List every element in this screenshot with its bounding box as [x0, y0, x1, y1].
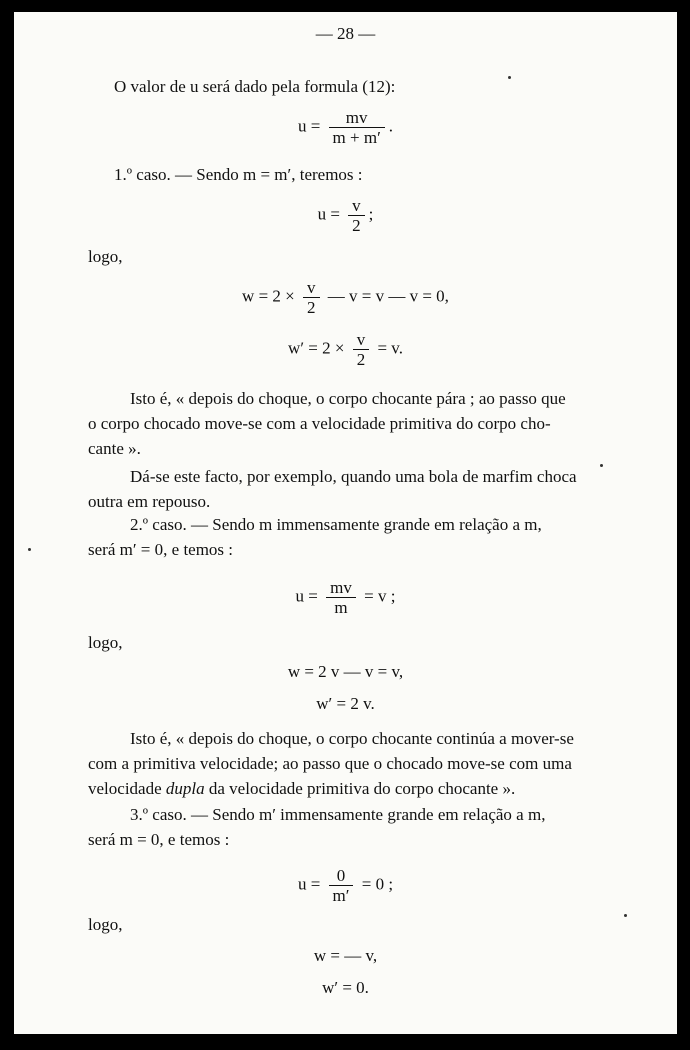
case3-equation-u: u = $\frac{0}{m'}$ = 0 ;	[297, 866, 394, 905]
case1-example: Dá-se este facto, por exemplo, quando uma bola de marfim choca outra em repouso.	[88, 467, 577, 511]
case2-equation-w: w = 2 v — v = v,	[287, 662, 404, 681]
case1-logo: logo,	[88, 247, 123, 266]
case2-equation-u: u = $\frac{mv}{m}$ = v ;	[295, 578, 396, 617]
case1-equation-u: u = $\frac{v}{2}$ ;	[317, 196, 374, 235]
case1-equation-w: w = 2 × $\frac{v}{2}$ — v = v — v = 0,	[242, 278, 449, 317]
book-page	[14, 12, 677, 1034]
scan-speck	[28, 548, 31, 551]
case1-equation-w-prime: w′ = 2 × $\frac{v}{2}$ = v.	[288, 330, 403, 369]
case3-heading: 3.º caso. — Sendo m′ immensamente grande em relação a m, será m = 0, e temos :	[88, 805, 546, 849]
case2-equation-w-prime: w′ = 2 v.	[316, 694, 375, 713]
scan-speck	[600, 464, 603, 467]
case2-heading: 2.º caso. — Sendo m immensamente grande em relação a m, será m′ = 0, e temos :	[88, 515, 542, 559]
scan-speck	[624, 914, 627, 917]
case1-conclusion: Isto é, « depois do choque, o corpo chocante pára ; ao passo que o corpo chocado move-se com a velocidade primitiva do corpo cho- cante ».	[88, 389, 566, 458]
case2-conclusion: Isto é, « depois do choque, o corpo chocante continúa a mover-se com a primitiva velocidade; ao passo que o chocado move-se com uma velocidade dupla da velocidade primitiva do corpo chocante ».	[88, 729, 574, 798]
page-number: — 28 —	[315, 24, 376, 43]
scan-speck	[508, 76, 511, 79]
case3-equation-w: w = — v,	[313, 946, 378, 965]
case3-logo: logo,	[88, 915, 123, 934]
case1-heading: 1.º caso. — Sendo m = m′, teremos :	[114, 165, 363, 184]
intro-text: O valor de u será dado pela formula (12):	[114, 77, 396, 96]
case2-logo: logo,	[88, 633, 123, 652]
equation-u-general: u = $\frac{mv}{m + m'}$ .	[297, 108, 394, 147]
case3-equation-w-prime: w′ = 0.	[322, 978, 369, 997]
